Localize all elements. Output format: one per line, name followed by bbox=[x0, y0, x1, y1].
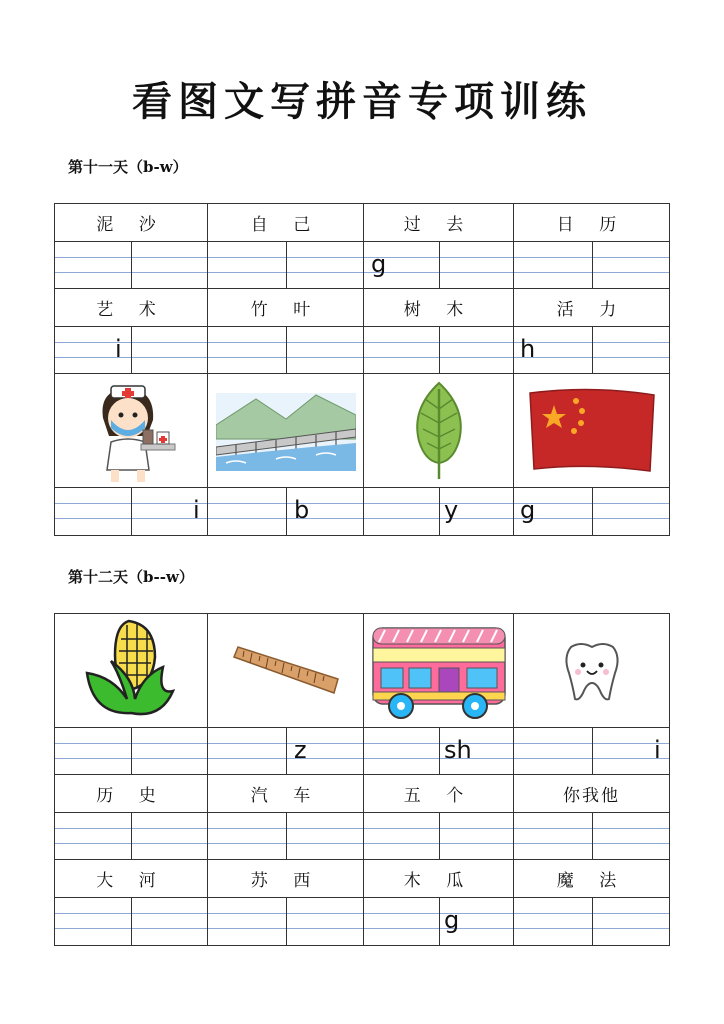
pinyin-row bbox=[55, 728, 669, 775]
word-cell: 你我他 bbox=[563, 786, 620, 806]
pinyin-hint: z bbox=[294, 736, 307, 764]
pinyin-cell[interactable] bbox=[364, 242, 514, 288]
pinyin-cell[interactable] bbox=[364, 327, 514, 373]
word-cell: 历 史 bbox=[55, 775, 208, 812]
word-cell: 自 己 bbox=[208, 204, 364, 241]
pinyin-row bbox=[55, 242, 669, 289]
word-row bbox=[55, 204, 669, 242]
word-cell: 日 历 bbox=[556, 215, 627, 235]
pinyin-row bbox=[55, 327, 669, 374]
word-row bbox=[55, 289, 669, 327]
pinyin-cell[interactable] bbox=[55, 898, 208, 945]
day12-sheet bbox=[54, 613, 670, 946]
word-cell: 过 去 bbox=[364, 204, 514, 241]
pinyin-cell[interactable] bbox=[208, 898, 364, 945]
pinyin-row bbox=[55, 488, 669, 535]
pinyin-row bbox=[55, 813, 669, 860]
pinyin-cell[interactable] bbox=[364, 728, 514, 774]
pinyin-row bbox=[55, 898, 669, 945]
bus-picture bbox=[369, 622, 509, 720]
pinyin-hint: i bbox=[193, 496, 200, 524]
pinyin-cell[interactable] bbox=[364, 488, 514, 535]
corn-picture bbox=[83, 617, 179, 725]
pinyin-hint: sh bbox=[444, 736, 472, 764]
picture-cell bbox=[514, 614, 669, 727]
pinyin-cell[interactable] bbox=[208, 242, 364, 288]
pinyin-cell[interactable] bbox=[55, 728, 208, 774]
picture-row bbox=[55, 374, 669, 488]
flag-picture bbox=[526, 387, 658, 475]
pinyin-cell[interactable] bbox=[514, 813, 669, 859]
pinyin-hint: g bbox=[520, 496, 536, 524]
picture-cell bbox=[55, 614, 208, 727]
pinyin-hint: i bbox=[654, 736, 661, 764]
dam-picture bbox=[216, 389, 356, 473]
pinyin-cell[interactable] bbox=[55, 327, 208, 373]
word-cell: 树 木 bbox=[364, 289, 514, 326]
word-cell: 魔 法 bbox=[556, 871, 627, 891]
word-cell: 艺 术 bbox=[55, 289, 208, 326]
pinyin-cell[interactable] bbox=[514, 728, 669, 774]
pinyin-cell[interactable] bbox=[514, 488, 669, 535]
pinyin-cell[interactable] bbox=[208, 813, 364, 859]
pinyin-hint: y bbox=[444, 496, 459, 524]
pinyin-cell[interactable] bbox=[55, 813, 208, 859]
word-cell: 大 河 bbox=[55, 860, 208, 897]
pinyin-hint: h bbox=[520, 335, 536, 363]
picture-row bbox=[55, 614, 669, 728]
pinyin-hint: g bbox=[371, 250, 387, 278]
word-cell: 泥 沙 bbox=[55, 204, 208, 241]
pinyin-cell[interactable] bbox=[364, 898, 514, 945]
word-cell: 竹 叶 bbox=[208, 289, 364, 326]
word-cell: 活 力 bbox=[556, 300, 627, 320]
word-cell: 五 个 bbox=[364, 775, 514, 812]
word-row bbox=[55, 860, 669, 898]
picture-cell bbox=[55, 374, 208, 487]
word-row bbox=[55, 775, 669, 813]
word-cell: 苏 西 bbox=[208, 860, 364, 897]
pinyin-cell[interactable] bbox=[55, 242, 208, 288]
leaf-picture bbox=[409, 379, 469, 483]
pinyin-cell[interactable] bbox=[208, 488, 364, 535]
pinyin-cell[interactable] bbox=[208, 728, 364, 774]
pinyin-hint: b bbox=[294, 496, 310, 524]
day12-label: 第十二天（b--w） bbox=[68, 568, 194, 586]
picture-cell bbox=[514, 374, 669, 487]
ruler-picture bbox=[230, 639, 342, 703]
pinyin-hint: g bbox=[444, 906, 460, 934]
nurse-picture bbox=[81, 378, 181, 484]
picture-cell bbox=[208, 614, 364, 727]
pinyin-cell[interactable] bbox=[208, 327, 364, 373]
picture-cell bbox=[364, 614, 514, 727]
pinyin-cell[interactable] bbox=[55, 488, 208, 535]
word-cell: 木 瓜 bbox=[364, 860, 514, 897]
tooth-picture bbox=[561, 639, 623, 703]
pinyin-hint: i bbox=[115, 335, 122, 363]
pinyin-cell[interactable] bbox=[514, 242, 669, 288]
day11-sheet bbox=[54, 203, 670, 536]
pinyin-cell[interactable] bbox=[514, 327, 669, 373]
pinyin-cell[interactable] bbox=[514, 898, 669, 945]
day11-label: 第十一天（b-w） bbox=[68, 158, 188, 176]
page-title: 看图文写拼音专项训练 bbox=[132, 78, 592, 125]
picture-cell bbox=[208, 374, 364, 487]
picture-cell bbox=[364, 374, 514, 487]
word-cell: 汽 车 bbox=[208, 775, 364, 812]
pinyin-cell[interactable] bbox=[364, 813, 514, 859]
